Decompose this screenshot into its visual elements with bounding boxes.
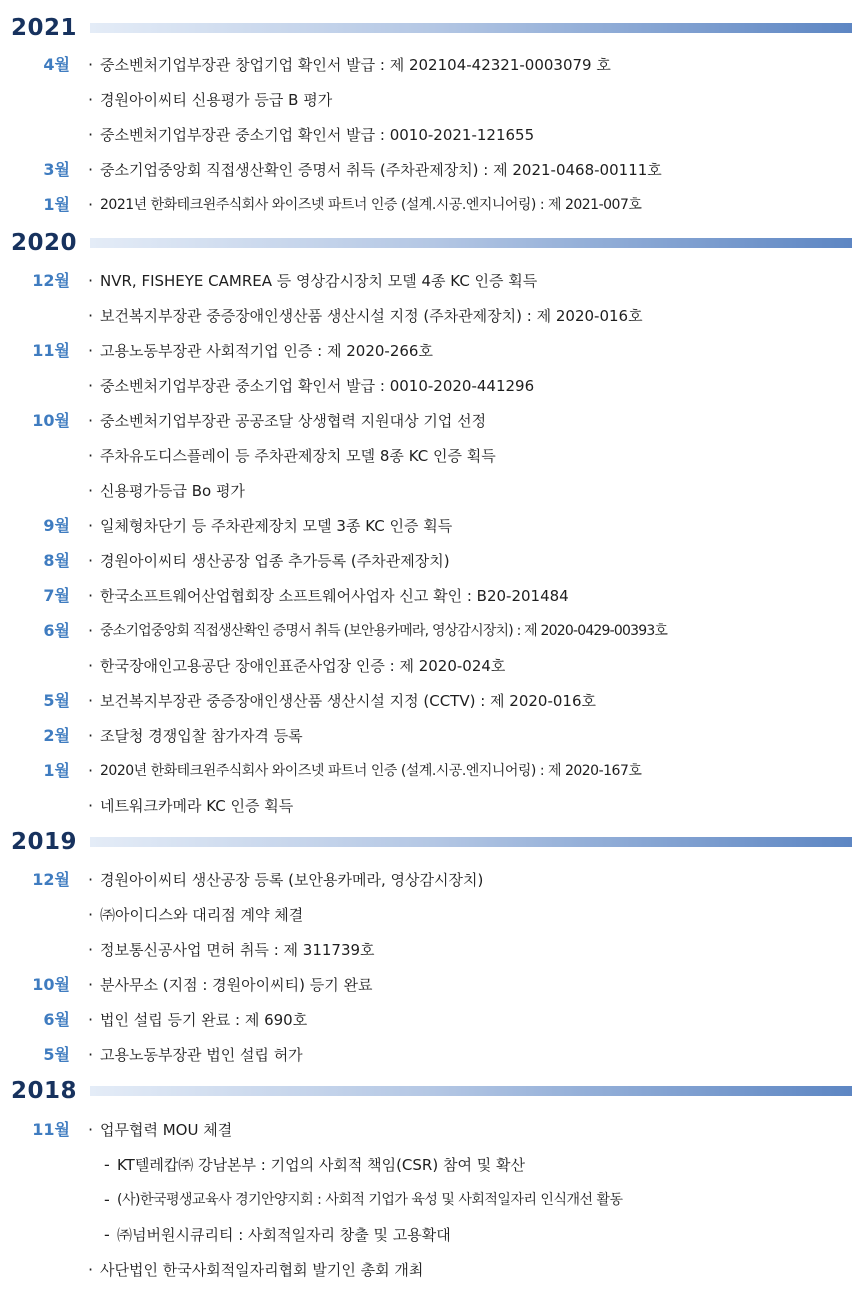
year-divider-bar [90,1086,852,1096]
entry-text: 정보통신공사업 면허 취득 : 제 311739호 [100,941,375,959]
bullet-icon: · [88,870,94,889]
entry-text: 분사무소 (지점 : 경원아이씨티) 등기 완료 [100,976,373,994]
year-header-2019 [0,826,860,858]
timeline-entry [0,510,860,542]
month-label: 4월 [43,55,70,74]
timeline-entry [0,370,860,402]
bullet-icon: · [88,726,94,745]
bullet-icon: · [88,940,94,959]
month-label: 7월 [43,586,70,605]
entry-text: 중소벤처기업부장관 중소기업 확인서 발급 : 0010-2021-121655 [100,126,535,144]
month-label: 11월 [32,341,70,360]
year-divider-bar [90,23,852,33]
bullet-icon: · [88,306,94,325]
timeline-sub-entry [0,1184,860,1216]
month-label: 5월 [43,1045,70,1064]
month-label: 6월 [43,621,70,640]
timeline-entry [0,300,860,332]
entry-text: 조달청 경쟁입찰 참가자격 등록 [100,727,303,745]
month-label: 8월 [43,551,70,570]
timeline-sub-entry [0,1149,860,1181]
dash-icon: - [104,1225,110,1244]
bullet-icon: · [88,1260,94,1279]
entry-text: 보건복지부장관 중증장애인생산품 생산시설 지정 (CCTV) : 제 2020-016호 [100,692,596,710]
month-label: 9월 [43,516,70,535]
entry-text: 중소기업중앙회 직접생산확인 증명서 취득 (주차관제장치) : 제 2021-0468-00111호 [100,161,662,179]
timeline-entry [0,1039,860,1071]
timeline-entry [0,84,860,116]
bullet-icon: · [88,195,94,214]
bullet-icon: · [88,551,94,570]
entry-text: 신용평가등급 Bo 평가 [100,482,245,500]
bullet-icon: · [88,1120,94,1139]
bullet-icon: · [88,411,94,430]
year-label: 2019 [11,829,78,855]
entry-text: NVR, FISHEYE CAMREA 등 영상감시장치 모델 4종 KC 인증 획득 [100,272,538,290]
entry-text: 중소기업중앙회 직접생산확인 증명서 취득 (보안용카메라, 영상감시장치) : 제 2020-0429-00393호 [100,623,668,639]
bullet-icon: · [88,55,94,74]
entry-text: 2020년 한화테크윈주식회사 와이즈넷 파트너 인증 (설계.시공.엔지니어링) : 제 2020-167호 [100,763,642,779]
month-label: 5월 [43,691,70,710]
month-label: 6월 [43,1010,70,1029]
bullet-icon: · [88,516,94,535]
bullet-icon: · [88,341,94,360]
bullet-icon: · [88,160,94,179]
entry-text: 2021년 한화테크윈주식회사 와이즈넷 파트너 인증 (설계.시공.엔지니어링) : 제 2021-007호 [100,197,642,213]
entry-text: 보건복지부장관 중증장애인생산품 생산시설 지정 (주차관제장치) : 제 2020-016호 [100,307,643,325]
entry-text: 경원아이씨티 생산공장 등록 (보안용카메라, 영상감시장치) [100,871,484,889]
timeline-entry [0,864,860,896]
entry-text: 고용노동부장관 사회적기업 인증 : 제 2020-266호 [100,342,433,360]
timeline-entry [0,1114,860,1146]
entry-text: 중소벤처기업부장관 공공조달 상생협력 지원대상 기업 선정 [100,412,487,430]
timeline-entry [0,755,860,787]
timeline-entry [0,650,860,682]
entry-text: 한국소프트웨어산업협회장 소프트웨어사업자 신고 확인 : B20-201484 [100,587,569,605]
month-label: 2월 [43,726,70,745]
bullet-icon: · [88,446,94,465]
entry-text: ㈜넘버원시큐리티 : 사회적일자리 창출 및 고용확대 [117,1226,451,1244]
entry-text: 사단법인 한국사회적일자리협회 발기인 총회 개최 [100,1261,424,1279]
timeline-entry [0,475,860,507]
bullet-icon: · [88,975,94,994]
timeline-entry [0,189,860,221]
bullet-icon: · [88,271,94,290]
timeline-entry [0,1254,860,1286]
year-header-2021 [0,12,860,44]
timeline-entry [0,49,860,81]
timeline-entry [0,335,860,367]
timeline-entry [0,265,860,297]
timeline-entry [0,790,860,822]
year-header-2020 [0,227,860,259]
timeline-entry [0,969,860,1001]
bullet-icon: · [88,905,94,924]
month-label: 10월 [32,411,70,430]
year-label: 2021 [11,15,78,41]
timeline-entry [0,720,860,752]
entry-text: 업무협력 MOU 체결 [100,1121,233,1139]
month-label: 12월 [32,870,70,889]
bullet-icon: · [88,90,94,109]
entry-text: 경원아이씨티 신용평가 등급 B 평가 [100,91,333,109]
timeline-entry [0,405,860,437]
timeline-entry [0,154,860,186]
year-header-2018 [0,1075,860,1107]
entry-text: 한국장애인고용공단 장애인표준사업장 인증 : 제 2020-024호 [100,657,506,675]
dash-icon: - [104,1190,110,1209]
timeline-entry [0,580,860,612]
entry-text: 일체형차단기 등 주차관제장치 모델 3종 KC 인증 획득 [100,517,453,535]
bullet-icon: · [88,481,94,500]
month-label: 11월 [32,1120,70,1139]
year-label: 2018 [11,1078,78,1104]
year-divider-bar [90,837,852,847]
entry-text: 중소벤처기업부장관 창업기업 확인서 발급 : 제 202104-42321-0003079 호 [100,56,611,74]
dash-icon: - [104,1155,110,1174]
bullet-icon: · [88,761,94,780]
entry-text: 경원아이씨티 생산공장 업종 추가등록 (주차관제장치) [100,552,450,570]
year-label: 2020 [11,230,78,256]
month-label: 10월 [32,975,70,994]
bullet-icon: · [88,691,94,710]
timeline-entry [0,685,860,717]
entry-text: 중소벤처기업부장관 중소기업 확인서 발급 : 0010-2020-441296 [100,377,535,395]
timeline-entry [0,615,860,647]
bullet-icon: · [88,125,94,144]
timeline-entry [0,545,860,577]
entry-text: 네트워크카메라 KC 인증 획득 [100,797,294,815]
month-label: 12월 [32,271,70,290]
entry-text: 고용노동부장관 법인 설립 허가 [100,1046,303,1064]
month-label: 1월 [43,761,70,780]
month-label: 3월 [43,160,70,179]
year-divider-bar [90,238,852,248]
timeline-entry [0,440,860,472]
bullet-icon: · [88,376,94,395]
bullet-icon: · [88,796,94,815]
timeline-entry [0,1004,860,1036]
bullet-icon: · [88,1045,94,1064]
timeline-entry [0,119,860,151]
bullet-icon: · [88,586,94,605]
timeline-sub-entry [0,1219,860,1251]
month-label: 1월 [43,195,70,214]
entry-text: 주차유도디스플레이 등 주차관제장치 모델 8종 KC 인증 획득 [100,447,496,465]
entry-text: KT텔레캅㈜ 강남본부 : 기업의 사회적 책임(CSR) 참여 및 확산 [117,1156,525,1174]
entry-text: 법인 설립 등기 완료 : 제 690호 [100,1011,308,1029]
bullet-icon: · [88,1010,94,1029]
bullet-icon: · [88,621,94,640]
entry-text: (사)한국평생교육사 경기안양지회 : 사회적 기업가 육성 및 사회적일자리 인식개선 활동 [117,1192,623,1208]
bullet-icon: · [88,656,94,675]
timeline-entry [0,899,860,931]
entry-text: ㈜아이디스와 대리점 계약 체결 [100,906,304,924]
timeline-entry [0,934,860,966]
